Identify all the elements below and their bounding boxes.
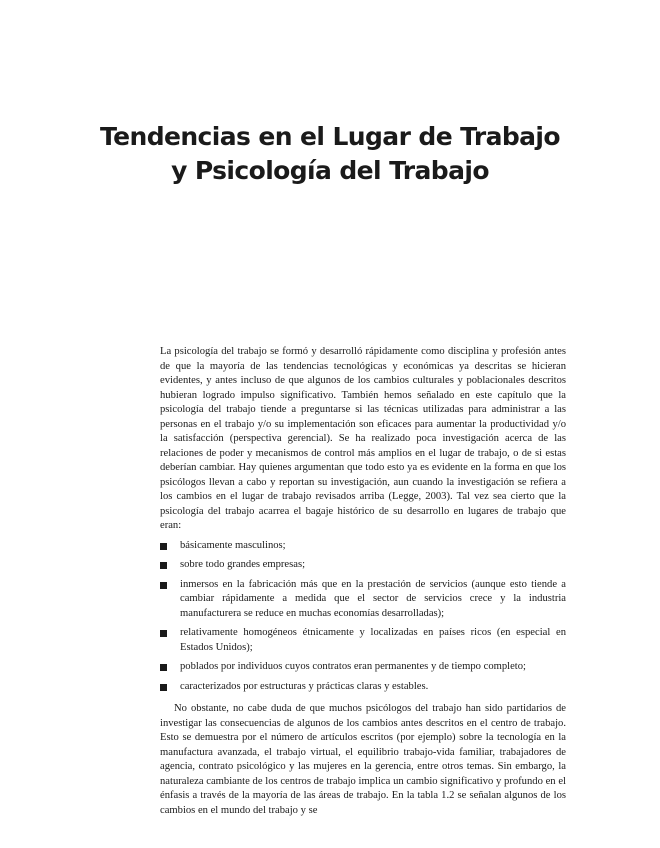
body-text [160, 345, 566, 818]
list-item-text: básicamente masculinos; [180, 539, 286, 551]
list-item [160, 578, 566, 622]
list-item-text: inmersos en la fabricación más que en la prestación de servicios (aunque esto tiende a cambiar rápidamente a medida que el sector de servicios crece y la industria manufacturera se reduce en muchas economías desarrolladas); [180, 578, 566, 619]
square-bullet-icon [160, 543, 167, 550]
bullet-list [160, 539, 566, 695]
list-item [160, 680, 566, 695]
square-bullet-icon [160, 582, 167, 589]
list-item [160, 626, 566, 655]
chapter-title-line-2: y Psicología del Trabajo [171, 156, 489, 185]
square-bullet-icon [160, 684, 167, 691]
list-item-text: sobre todo grandes empresas; [180, 559, 306, 570]
list-item [160, 558, 566, 573]
list-item-text: relativamente homogéneos étnicamente y localizadas en países ricos (en especial en Estados Unidos); [180, 627, 566, 653]
chapter-title-line-1: Tendencias en el Lugar de Trabajo [100, 122, 560, 151]
square-bullet-icon [160, 630, 167, 637]
list-item-text: poblados por individuos cuyos contratos eran permanentes y de tiempo completo; [180, 661, 526, 672]
list-item [160, 539, 566, 554]
square-bullet-icon [160, 562, 167, 569]
list-item [160, 660, 566, 675]
chapter-title [0, 120, 660, 188]
closing-paragraph: No obstante, no cabe duda de que muchos psicólogos del trabajo han sido partidarios de investigar las consecuencias de algunos de los cambios antes descritos en el centro de trabajo. Esto se demuestra por el número de artículos escritos (por ejemplo) sobre la tecnología en la manufactura avanzada, el trabajo virtual, el equilibrio trabajo-vida familiar, trabajadores de agencia, contrato psicológico y las mujeres en la gerencia, entre otros temas. Sin embargo, la naturaleza cambiante de los centros de trabajo implica un cambio significativo y profundo en el énfasis a través de la mayoría de las áreas de trabajo. En la tabla 1.2 se señalan algunos de los cambios en el mundo del trabajo y se [160, 703, 566, 816]
list-item-text: caracterizados por estructuras y prácticas claras y estables. [180, 680, 429, 692]
intro-paragraph: La psicología del trabajo se formó y desarrolló rápidamente como disciplina y profesión antes de que la mayoría de las tendencias tecnológicas y económicas ya descritas se hicieran evidentes, y antes incluso de que algunos de los cambios culturales y poblacionales descritos hubieran logrado impulso significativo. También hemos señalado en este capítulo que la psicología del trabajo tiende a preguntarse si las técnicas utilizadas para administrar a las personas en el trabajo y/o su implementación son eficaces para aumentar la productividad y/o la satisfacción (perspectiva gerencial). Se ha realizado poca investigación acerca de las relaciones de poder y mecanismos de control más amplios en el lugar de trabajo, o de si estas deberían cambiar. Hay quienes argumentan que todo esto ya es evidente en la forma en que los psicólogos llevan a cabo y reportan su investigación, aun cuando la investigación se refiera a los cambios en el lugar de trabajo revisados arriba (Legge, 2003). Tal vez sea cierto que la psicología del trabajo acarrea el bagaje histórico de su desarrollo en lugares de trabajo que eran: [160, 346, 566, 531]
square-bullet-icon [160, 664, 167, 671]
